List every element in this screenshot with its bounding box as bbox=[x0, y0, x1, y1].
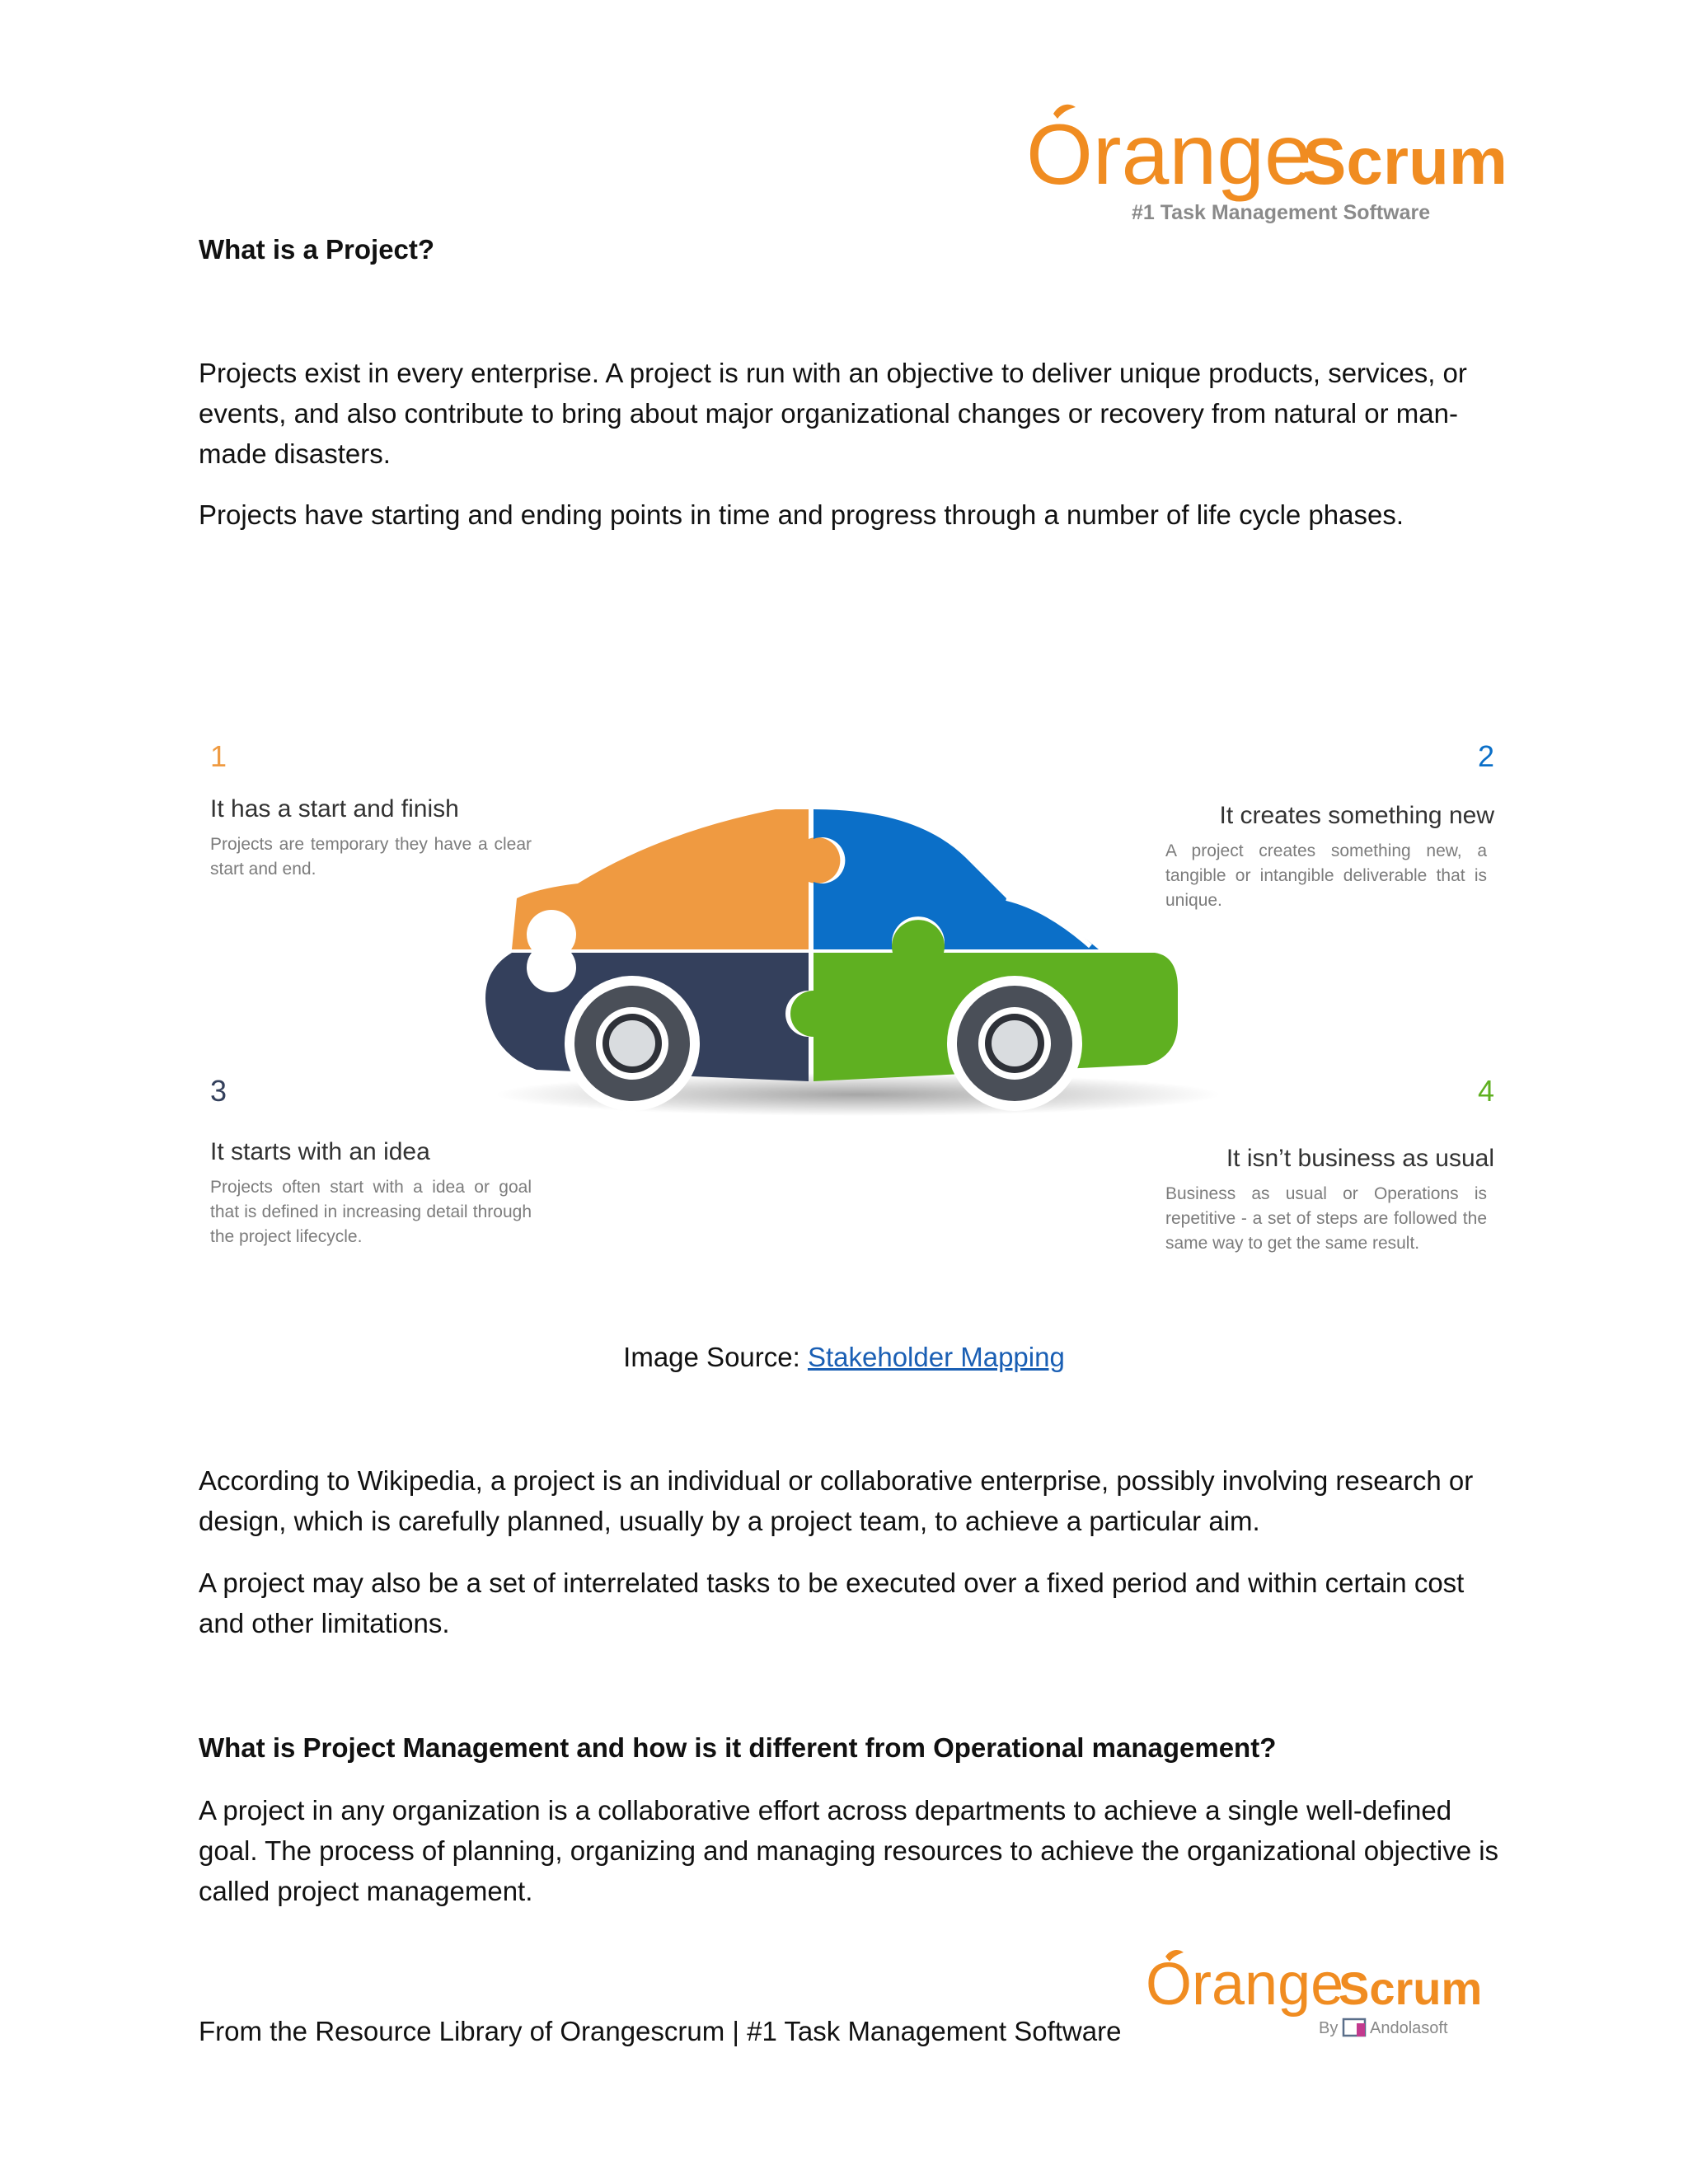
footer-logo-word-scrum: Scrum bbox=[1339, 1962, 1483, 2014]
item-3-number: 3 bbox=[210, 1074, 227, 1108]
puzzle-piece-orange bbox=[512, 809, 840, 949]
logo-tagline: #1 Task Management Software bbox=[1132, 201, 1431, 224]
footer-logo bbox=[1146, 1947, 1492, 2046]
item-2-title: It creates something new bbox=[1219, 802, 1494, 829]
andolasoft-icon bbox=[1343, 2019, 1365, 2036]
item-1-title: It has a start and finish bbox=[210, 795, 459, 823]
rear-wheel bbox=[947, 976, 1082, 1111]
puzzle-car-illustration bbox=[471, 808, 1245, 1154]
image-source-caption bbox=[0, 1337, 1688, 1378]
heading-project-management: What is Project Management and how is it different from Operational management? bbox=[199, 1732, 1277, 1763]
item-1-number: 1 bbox=[210, 739, 227, 773]
caption-prefix: Image Source: bbox=[623, 1342, 808, 1372]
logo-word-scrum: Scrum bbox=[1302, 124, 1507, 198]
item-4-number: 4 bbox=[1477, 1074, 1494, 1108]
item-3-desc: Projects often start with a idea or goal that is defined in increasing detail through the project lifecycle. bbox=[210, 1178, 532, 1246]
andolasoft-label: Andolasoft bbox=[1370, 2019, 1448, 2037]
item-2-desc: A project creates something new, a tangible or intangible deliverable that is unique. bbox=[1165, 841, 1487, 910]
footer-logo-word-orange: Orange bbox=[1146, 1952, 1344, 2018]
item-2-number: 2 bbox=[1477, 739, 1494, 773]
item-4-title: It isn’t business as usual bbox=[1226, 1145, 1494, 1172]
item-3-title: It starts with an idea bbox=[210, 1138, 430, 1165]
paragraph-project-management: A project in any organization is a collaborative effort across departments to achieve a single well-defined goal. The process of planning, organizing and managing resources to achieve the organizational objective is called project management. bbox=[199, 1795, 1499, 1906]
by-label: By bbox=[1319, 2019, 1339, 2037]
item-4-desc: Business as usual or Operations is repetitive - a set of steps are followed the same way to get the same result. bbox=[1165, 1184, 1487, 1253]
paragraph-start-end: Projects have starting and ending points in time and progress through a number of life cycle phases. bbox=[199, 499, 1404, 530]
heading-what-is-a-project: What is a Project? bbox=[199, 234, 435, 265]
project-characteristics-figure bbox=[199, 725, 1501, 1302]
front-wheel bbox=[565, 976, 700, 1111]
puzzle-piece-blue bbox=[814, 809, 1099, 949]
footer-text: From the Resource Library of Orangescrum | #1 Task Management Software bbox=[199, 2016, 1122, 2046]
header-logo bbox=[1026, 99, 1507, 231]
logo-word-orange: Orange bbox=[1026, 107, 1312, 203]
item-1-desc: Projects are temporary they have a clear start and end. bbox=[210, 835, 532, 879]
paragraph-projects-exist: Projects exist in every enterprise. A project is run with an objective to deliver unique products, services, or events, and also contribute to bring about major organizational changes or recovery from natural or man-made disasters. bbox=[199, 358, 1467, 469]
stakeholder-mapping-link[interactable]: Stakeholder Mapping bbox=[807, 1342, 1065, 1372]
paragraph-interrelated-tasks: A project may also be a set of interrelated tasks to be executed over a fixed period and within certain cost and other limitations. bbox=[199, 1568, 1465, 1638]
paragraph-wikipedia-definition: According to Wikipedia, a project is an individual or collaborative enterprise, possibly involving research or design, which is carefully planned, usually by a project team, to achieve a particular aim. bbox=[199, 1465, 1474, 1536]
